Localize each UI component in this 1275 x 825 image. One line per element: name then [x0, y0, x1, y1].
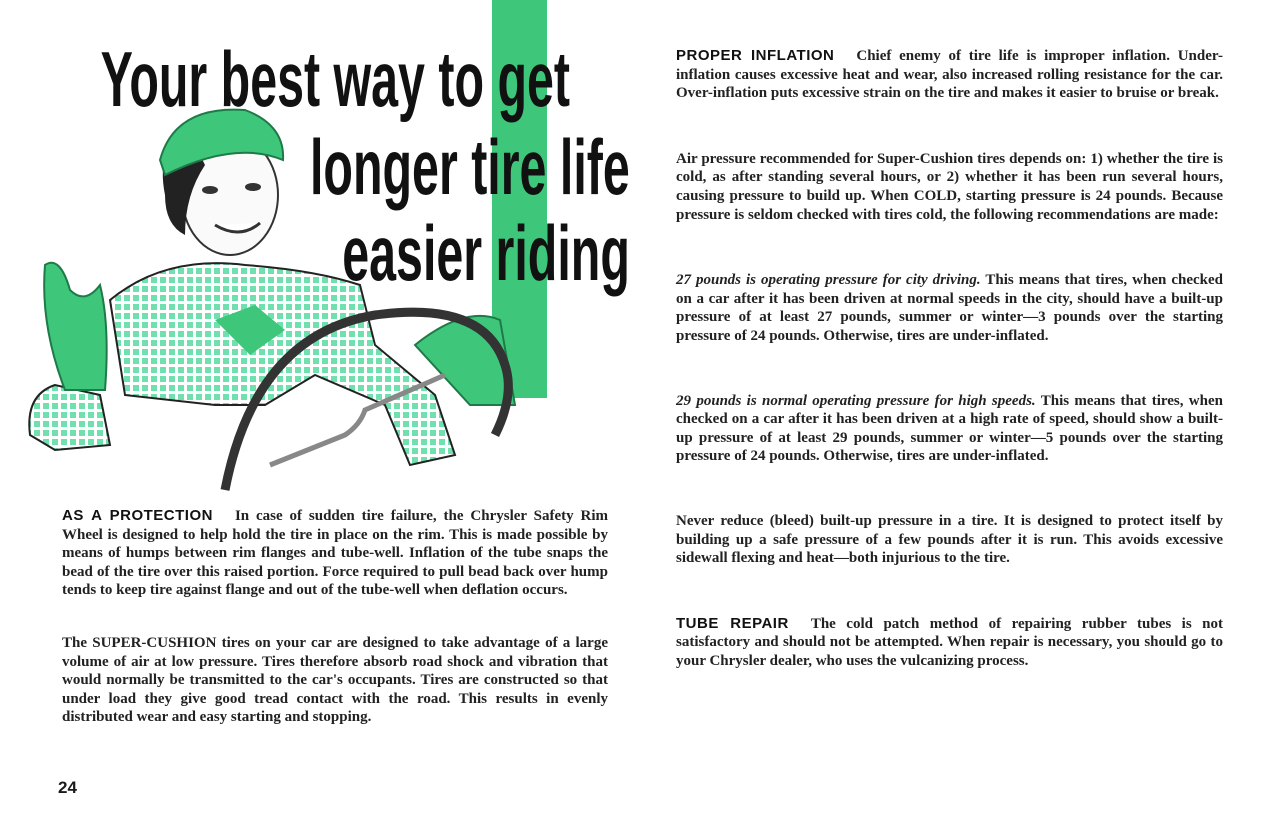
air-pressure-paragraph: Air pressure recommended for Super-Cushion tires depends on: 1) whether the tire is cold, as after standing several hours, or 2) whether it has been run several hours, causing pressure to build up. When COLD, starting pressure is 24 pounds. Because pressure is seldom checked with tires cold, the following recommendations are made:: [676, 150, 1223, 223]
city-pressure-lead: 27 pounds is operating pressure for city driving.: [676, 272, 981, 289]
inflation-paragraph: [676, 47, 1223, 103]
supercushion-paragraph: The SUPER-CUSHION tires on your car are designed to take advantage of a large volume of air at low pressure. Tires therefore absorb road shock and vibration that would normally be transmitted to the car's occupants. Tires are constructed so that under load they give good tread contact with the road. This results in evenly distributed wear and easy starting and stopping.: [62, 634, 608, 726]
inflation-heading: PROPER INFLATION: [676, 47, 835, 64]
headline-line-2: longer tire life: [310, 123, 630, 211]
highway-pressure-text: This means that tires, when checked on a car after it has been driven at a high rate of speed, should show a built-up pressure of at least 29 pounds, summer or winter—5 pounds over the starting pressure of 24 pounds. Otherwise, tires are under-inflated.: [676, 392, 1223, 465]
right-column: [676, 47, 1223, 670]
page-number: 24: [58, 778, 77, 797]
highway-pressure-paragraph: [676, 392, 1223, 466]
inflation-text: Chief enemy of tire life is improper inflation. Under-inflation causes excessive heat and wear, also increased rolling resistance for the car. Over-inflation puts excessive strain on the tire and makes it easier to bruise or break.: [676, 48, 1223, 102]
highway-pressure-lead: 29 pounds is normal operating pressure for high speeds.: [676, 392, 1036, 409]
headline-line-3: easier riding: [342, 209, 630, 297]
bleed-paragraph: Never reduce (bleed) built-up pressure in a tire. It is designed to protect itself by building up a safe pressure of a few pounds after it is run. This avoids excessive sidewall flexing and heat—both injurious to the tire.: [676, 512, 1223, 567]
protection-text: In case of sudden tire failure, the Chrysler Safety Rim Wheel is designed to help hold the tire in place on the rim. This is made possible by means of humps between rim flanges and tube-well. Inflation of the tube snaps the bead of the tire over this raised portion. Force required to pull bead back over hump tends to keep tire against flange and out of the tube-well when deflation occurs.: [62, 508, 608, 599]
protection-paragraph: [62, 507, 608, 600]
city-pressure-paragraph: [676, 271, 1223, 345]
city-pressure-text: This means that tires, when checked on a car after it has been driven at normal speeds in the city, should have a built-up pressure of at least 27 pounds, summer or winter—3 pounds over the starting pressure of 24 pounds. Otherwise, tires are under-inflated.: [676, 272, 1223, 344]
headline-line-1: Your best way to get: [100, 35, 570, 123]
left-column: [62, 507, 608, 727]
protection-heading: AS A PROTECTION: [62, 507, 213, 524]
tube-repair-heading: TUBE REPAIR: [676, 614, 789, 632]
tube-repair-paragraph: [676, 615, 1223, 671]
tube-repair-text: The cold patch method of repairing rubber tubes is not satisfactory and should not be attempted. When repair is necessary, you should go to your Chrysler dealer, who uses the vulcanizing process.: [676, 615, 1224, 669]
